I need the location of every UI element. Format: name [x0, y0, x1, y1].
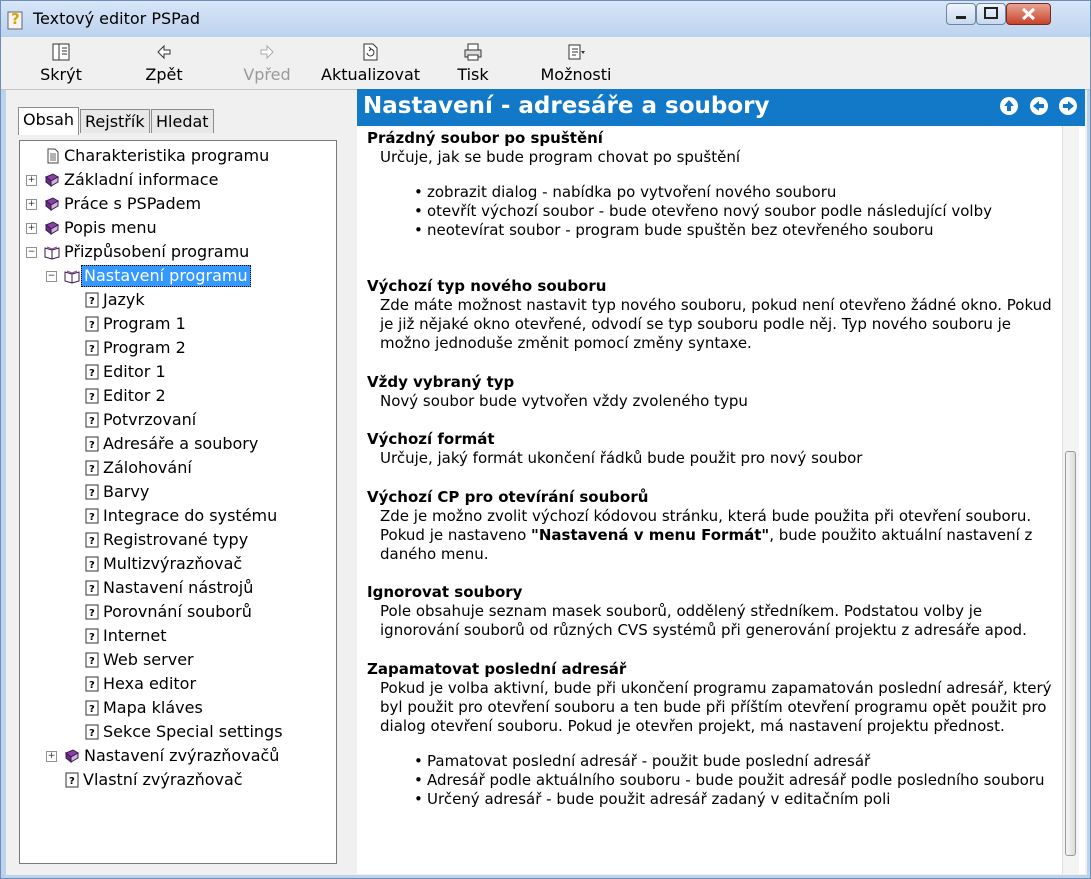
section-heading: Prázdný soubor po spuštění: [367, 129, 603, 147]
close-icon: [1007, 4, 1050, 24]
section-text: byl použit pro otevření souboru a ten bude při příštím otevření programu opět použit pro: [380, 698, 1047, 716]
help-page-icon: [84, 508, 100, 524]
refresh-label: Aktualizovat: [321, 65, 421, 84]
print-button[interactable]: [455, 40, 491, 86]
section-text: je již nějaké okno otevřené, odvodí se typ souboru podle něj. Typ nového souboru je: [380, 315, 1012, 333]
help-page-icon: [64, 772, 80, 788]
section-text: Pole obsahuje seznam masek souborů, oddělený středníkem. Podstatou volby je: [380, 602, 983, 620]
tree-item-label: Vlastní zvýrazňovač: [83, 770, 243, 789]
section-text: ignorování souborů od různých CVS systémů při generování projektu z adresáře apod.: [380, 621, 1027, 639]
tree-item-label: Jazyk: [103, 290, 145, 309]
tree-item-label: Barvy: [103, 482, 150, 501]
svg-text:?: ?: [69, 776, 75, 787]
svg-text:?: ?: [89, 536, 95, 547]
tree-item-label: Program 2: [103, 338, 186, 357]
tree-item-label: Nastavení nástrojů: [103, 578, 254, 597]
svg-text:?: ?: [89, 416, 95, 427]
maximize-icon: [977, 4, 1005, 24]
list-item: • Adresář podle aktuálního souboru - bude použit adresář podle posledního souboru: [427, 771, 1044, 790]
tab-contents-label: Obsah: [23, 110, 75, 129]
options-button[interactable]: [539, 40, 613, 86]
section-text: Zde máte možnost nastavit typ nového souboru, pokud není otevřeno žádné okno. Pokud: [380, 296, 1052, 314]
help-page-icon: [84, 652, 100, 668]
list-item: • neotevírat soubor - program bude spuštěn bez otevřeného souboru: [427, 221, 933, 240]
svg-text:?: ?: [89, 608, 95, 619]
svg-text:?: ?: [89, 296, 95, 307]
tree-item-label: Zálohování: [103, 458, 192, 477]
section-heading: Vždy vybraný typ: [367, 373, 515, 391]
scrollbar-thumb[interactable]: [1065, 451, 1076, 856]
expand-icon[interactable]: +: [27, 199, 36, 209]
svg-text:?: ?: [89, 488, 95, 499]
content-scrollbar[interactable]: [1062, 126, 1079, 874]
section-heading: Výchozí CP pro otevírání souborů: [367, 488, 649, 506]
tree-item-label: Registrované typy: [103, 530, 249, 549]
list-item: • zobrazit dialog - nabídka po vytvoření nového souboru: [427, 183, 836, 202]
forward-button[interactable]: [242, 40, 292, 86]
collapse-icon[interactable]: −: [27, 247, 36, 257]
help-page-icon: [84, 388, 100, 404]
arrow-up-icon[interactable]: [999, 96, 1019, 116]
tree-item-label: Přizpůsobení programu: [64, 242, 250, 261]
svg-text:?: ?: [89, 656, 95, 667]
section-text: dialog otevření souboru. Pokud je otevřen projekt, má nastavení projektu přednost.: [380, 717, 1005, 735]
section-heading: Výchozí typ nového souboru: [367, 277, 607, 295]
help-page-icon: [84, 364, 100, 380]
book-closed-icon: [44, 196, 60, 212]
tree-item-label: Program 1: [103, 314, 186, 333]
topic-header: [357, 89, 1085, 126]
hide-icon: [51, 42, 71, 62]
svg-text:?: ?: [89, 464, 95, 475]
section-text: Zde je možno zvolit výchozí kódovou stránku, která bude použita při otevření souboru.: [380, 507, 1032, 525]
tree-item-label: Sekce Special settings: [103, 722, 283, 741]
svg-text:?: ?: [89, 440, 95, 451]
arrow-right-icon: [257, 42, 277, 62]
section-text: možno jednoduše změnit pomocí změny syntaxe.: [380, 334, 752, 352]
tree-item-label: Web server: [103, 650, 194, 669]
tree-item-label: Mapa kláves: [103, 698, 203, 717]
tab-index-label: Rejstřík: [85, 112, 145, 131]
help-app-icon: [7, 8, 27, 30]
topic-panel: [357, 89, 1085, 874]
tree-item-label: Nastavení zvýrazňovačů: [84, 746, 280, 765]
text-fragment: Pokud je nastaveno: [380, 526, 532, 544]
tree-item-label: Multizvýrazňovač: [103, 554, 243, 573]
refresh-icon: [360, 42, 380, 62]
contents-tree: [19, 140, 337, 864]
list-item: • Pamatovat poslední adresář - použit bude poslední adresář: [427, 752, 870, 771]
help-page-icon: [84, 412, 100, 428]
toolbar: [1, 37, 1090, 90]
tree-item-label: Editor 2: [103, 386, 166, 405]
back-button[interactable]: [144, 40, 184, 86]
list-item: • otevřít výchozí soubor - bude otevřeno nový soubor podle následující volby: [427, 202, 992, 221]
section-text: Nový soubor bude vytvořen vždy zvoleného typu: [380, 392, 748, 410]
back-label: Zpět: [145, 65, 183, 84]
section-text: Určuje, jak se bude program chovat po spuštění: [380, 148, 741, 166]
options-label: Možnosti: [540, 65, 612, 84]
svg-text:?: ?: [89, 704, 95, 715]
help-page-icon: [84, 604, 100, 620]
tree-item-label: Základní informace: [64, 170, 219, 189]
minimize-icon: [947, 4, 975, 24]
title-bar: [1, 1, 1090, 37]
book-closed-icon: [44, 220, 60, 236]
svg-text:?: ?: [89, 392, 95, 403]
tree-item-label: Editor 1: [103, 362, 166, 381]
svg-text:?: ?: [89, 728, 95, 739]
book-closed-icon: [44, 172, 60, 188]
help-page-icon: [84, 700, 100, 716]
topic-content: [357, 126, 1062, 874]
section-text: daného menu.: [380, 545, 489, 563]
svg-text:?: ?: [89, 512, 95, 523]
close-button[interactable]: [1006, 3, 1051, 25]
text-fragment: , bude použito aktuální nastavení z: [769, 526, 1033, 544]
tree-item-label: Hexa editor: [103, 674, 197, 693]
tree-item-label: Práce s PSPadem: [64, 194, 202, 213]
tree-item-label: Potvrzovaní: [103, 410, 197, 429]
svg-text:?: ?: [89, 560, 95, 571]
book-closed-icon: [64, 748, 80, 764]
book-open-icon: [44, 244, 60, 260]
maximize-button[interactable]: [976, 3, 1006, 25]
tree-item-label: Porovnání souborů: [103, 602, 252, 621]
options-icon: [566, 42, 586, 62]
help-page-icon: [84, 556, 100, 572]
tab-index[interactable]: [80, 109, 150, 133]
svg-text:?: ?: [89, 344, 95, 355]
bold-text: "Nastavená v menu Formát": [531, 526, 770, 544]
expand-icon[interactable]: +: [27, 223, 36, 233]
minimize-button[interactable]: [946, 3, 976, 25]
tree-item-label: Charakteristika programu: [64, 146, 270, 165]
expand-icon[interactable]: +: [27, 175, 36, 185]
section-text: [380, 526, 1032, 545]
hide-button[interactable]: [39, 40, 83, 86]
help-page-icon: [84, 484, 100, 500]
section-heading: Ignorovat soubory: [367, 583, 523, 601]
section-text: Určuje, jaký formát ukončení řádků bude použit pro nový soubor: [380, 449, 863, 467]
tree-item-label: Adresáře a soubory: [103, 434, 259, 453]
tree-item-label: Integrace do systému: [103, 506, 278, 525]
tab-contents[interactable]: [18, 107, 79, 135]
help-page-icon: [84, 436, 100, 452]
svg-text:?: ?: [89, 632, 95, 643]
section-heading: Výchozí formát: [367, 430, 495, 448]
tab-search[interactable]: [151, 109, 214, 133]
arrow-left-icon: [154, 42, 174, 62]
print-label: Tisk: [457, 65, 489, 84]
topic-title: Nastavení - adresáře a soubory: [363, 93, 770, 119]
arrow-left-icon[interactable]: [1029, 96, 1049, 116]
help-page-icon: [84, 676, 100, 692]
tree-item-label: Internet: [103, 626, 167, 645]
tree-item-label: Nastavení programu: [81, 265, 251, 287]
tab-search-label: Hledat: [156, 112, 209, 131]
window-title: Textový editor PSPad: [33, 9, 201, 28]
expand-icon[interactable]: +: [47, 751, 56, 761]
tree-item-label: Popis menu: [64, 218, 157, 237]
arrow-right-icon[interactable]: [1058, 96, 1078, 116]
section-text: Pokud je volba aktivní, bude při ukončení programu zapamatován poslední adresář, který: [380, 679, 1052, 697]
help-page-icon: [84, 628, 100, 644]
help-page-icon: [84, 292, 100, 308]
svg-text:?: ?: [89, 368, 95, 379]
forward-label: Vpřed: [243, 65, 291, 84]
list-item: • Určený adresář - bude použit adresář zadaný v editačním poli: [427, 790, 890, 809]
printer-icon: [463, 42, 483, 62]
svg-text:?: ?: [11, 10, 20, 28]
help-page-icon: [84, 532, 100, 548]
help-page-icon: [84, 724, 100, 740]
help-page-icon: [84, 460, 100, 476]
svg-text:?: ?: [89, 584, 95, 595]
hide-label: Skrýt: [40, 65, 82, 84]
help-page-icon: [84, 580, 100, 596]
svg-text:?: ?: [89, 320, 95, 331]
book-open-icon: [64, 268, 80, 284]
page-icon: [45, 148, 61, 164]
collapse-icon[interactable]: −: [47, 271, 56, 281]
refresh-button[interactable]: [321, 40, 419, 86]
svg-text:?: ?: [89, 680, 95, 691]
help-page-icon: [84, 316, 100, 332]
help-page-icon: [84, 340, 100, 356]
section-heading: Zapamatovat poslední adresář: [367, 660, 627, 678]
